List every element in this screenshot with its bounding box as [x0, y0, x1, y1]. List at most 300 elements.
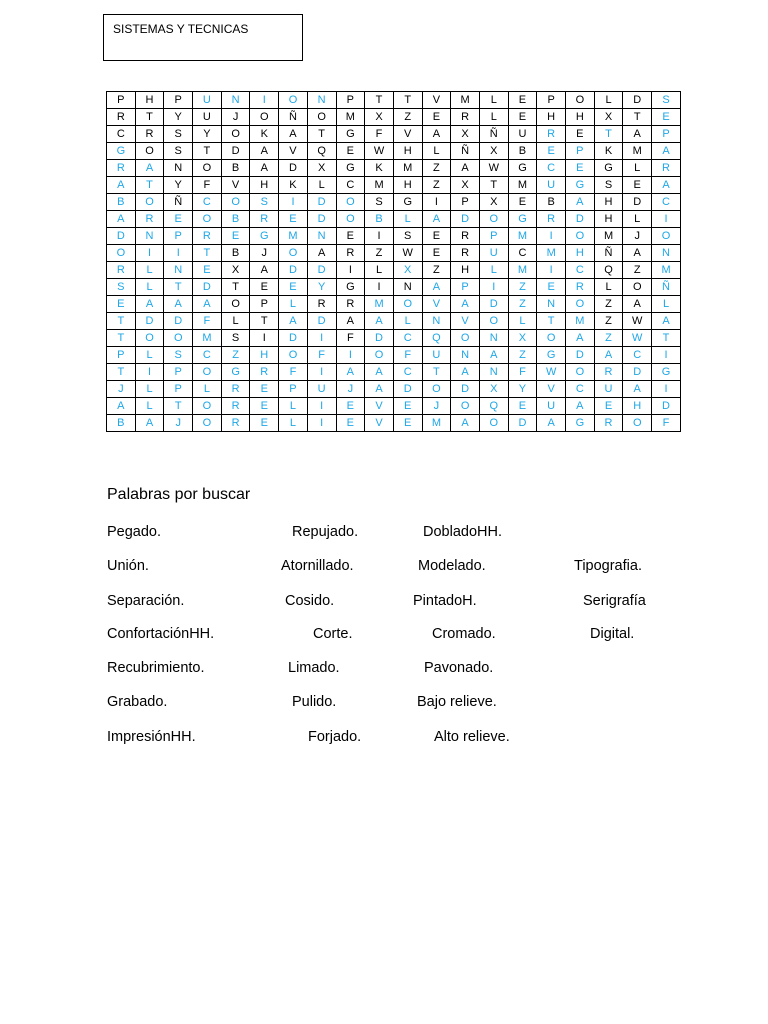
grid-row	[107, 92, 681, 109]
grid-cell: Z	[422, 160, 451, 177]
grid-cell: R	[193, 228, 222, 245]
grid-cell: N	[451, 347, 480, 364]
grid-cell: A	[451, 296, 480, 313]
grid-cell: W	[365, 143, 394, 160]
grid-cell: B	[221, 211, 250, 228]
grid-cell: C	[652, 194, 681, 211]
grid-cell: D	[164, 313, 193, 330]
grid-cell: L	[393, 211, 422, 228]
grid-cell: O	[279, 347, 308, 364]
grid-cell: W	[623, 313, 652, 330]
grid-cell: N	[307, 92, 336, 109]
grid-cell: L	[135, 398, 164, 415]
grid-cell: S	[164, 347, 193, 364]
grid-cell: D	[307, 262, 336, 279]
grid-cell: I	[307, 330, 336, 347]
grid-cell: E	[107, 296, 136, 313]
grid-cell: T	[135, 109, 164, 126]
grid-row	[107, 143, 681, 160]
grid-cell: E	[623, 177, 652, 194]
grid-cell: H	[594, 194, 623, 211]
grid-cell: M	[451, 92, 480, 109]
grid-cell: G	[221, 364, 250, 381]
grid-cell: X	[508, 330, 537, 347]
grid-cell: A	[107, 211, 136, 228]
grid-cell: E	[537, 143, 566, 160]
word-item: Grabado.	[107, 694, 168, 710]
grid-cell: B	[508, 143, 537, 160]
grid-cell: A	[336, 313, 365, 330]
grid-cell: H	[393, 177, 422, 194]
grid-cell: S	[107, 279, 136, 296]
grid-cell: A	[193, 296, 222, 313]
grid-cell: A	[566, 398, 595, 415]
grid-cell: O	[193, 364, 222, 381]
word-item: Atornillado.	[281, 558, 354, 574]
grid-cell: T	[221, 279, 250, 296]
grid-cell: J	[107, 381, 136, 398]
grid-cell: A	[250, 262, 279, 279]
grid-cell: J	[422, 398, 451, 415]
grid-cell: I	[422, 194, 451, 211]
word-item: Serigrafía	[583, 593, 646, 609]
grid-cell: C	[193, 347, 222, 364]
grid-cell: B	[107, 194, 136, 211]
grid-cell: E	[566, 126, 595, 143]
grid-cell: C	[393, 364, 422, 381]
grid-cell: I	[537, 262, 566, 279]
grid-cell: R	[594, 364, 623, 381]
grid-cell: U	[193, 109, 222, 126]
grid-row	[107, 160, 681, 177]
grid-cell: A	[307, 245, 336, 262]
grid-cell: L	[279, 415, 308, 432]
grid-cell: L	[479, 92, 508, 109]
grid-cell: I	[307, 398, 336, 415]
grid-cell: L	[279, 398, 308, 415]
grid-cell: F	[307, 347, 336, 364]
grid-cell: O	[135, 143, 164, 160]
grid-cell: Q	[479, 398, 508, 415]
grid-cell: D	[365, 330, 394, 347]
word-item: Forjado.	[308, 729, 362, 745]
grid-cell: T	[652, 330, 681, 347]
grid-cell: W	[537, 364, 566, 381]
grid-cell: O	[479, 211, 508, 228]
grid-cell: D	[107, 228, 136, 245]
grid-cell: F	[652, 415, 681, 432]
grid-cell: A	[623, 381, 652, 398]
grid-cell: Ñ	[164, 194, 193, 211]
grid-cell: L	[594, 279, 623, 296]
grid-cell: X	[479, 143, 508, 160]
grid-cell: S	[164, 126, 193, 143]
grid-cell: L	[594, 92, 623, 109]
grid-cell: G	[566, 177, 595, 194]
grid-row	[107, 364, 681, 381]
grid-cell: V	[221, 177, 250, 194]
grid-cell: M	[508, 262, 537, 279]
grid-cell: E	[393, 398, 422, 415]
grid-cell: B	[107, 415, 136, 432]
grid-cell: D	[566, 211, 595, 228]
grid-cell: A	[250, 143, 279, 160]
grid-cell: T	[250, 313, 279, 330]
grid-cell: G	[336, 160, 365, 177]
grid-cell: Y	[508, 381, 537, 398]
grid-cell: L	[623, 160, 652, 177]
grid-cell: A	[365, 381, 394, 398]
grid-cell: R	[221, 415, 250, 432]
grid-cell: L	[479, 109, 508, 126]
grid-cell: N	[135, 228, 164, 245]
page-title: SISTEMAS Y TECNICAS	[113, 22, 249, 36]
grid-cell: D	[393, 381, 422, 398]
grid-cell: U	[193, 92, 222, 109]
grid-cell: R	[250, 211, 279, 228]
grid-cell: O	[566, 228, 595, 245]
grid-cell: E	[393, 415, 422, 432]
grid-cell: E	[508, 398, 537, 415]
grid-cell: X	[451, 177, 480, 194]
grid-cell: P	[451, 194, 480, 211]
grid-cell: Z	[422, 262, 451, 279]
grid-cell: E	[508, 92, 537, 109]
grid-cell: P	[566, 143, 595, 160]
grid-cell: N	[479, 364, 508, 381]
grid-cell: A	[652, 313, 681, 330]
grid-cell: L	[393, 313, 422, 330]
grid-cell: X	[221, 262, 250, 279]
grid-cell: T	[393, 92, 422, 109]
grid-cell: X	[479, 381, 508, 398]
grid-cell: G	[508, 211, 537, 228]
grid-cell: O	[135, 194, 164, 211]
grid-cell: D	[221, 143, 250, 160]
grid-cell: Q	[307, 143, 336, 160]
grid-cell: D	[307, 313, 336, 330]
grid-cell: R	[135, 211, 164, 228]
grid-cell: A	[479, 347, 508, 364]
grid-cell: B	[221, 245, 250, 262]
grid-cell: P	[164, 381, 193, 398]
grid-cell: T	[107, 364, 136, 381]
grid-cell: G	[250, 228, 279, 245]
grid-cell: G	[107, 143, 136, 160]
grid-cell: A	[422, 211, 451, 228]
grid-cell: P	[107, 347, 136, 364]
grid-cell: V	[365, 398, 394, 415]
grid-cell: O	[451, 330, 480, 347]
grid-cell: G	[336, 126, 365, 143]
grid-cell: T	[164, 279, 193, 296]
grid-cell: Ñ	[652, 279, 681, 296]
grid-cell: I	[307, 415, 336, 432]
grid-cell: L	[135, 279, 164, 296]
grid-cell: O	[566, 364, 595, 381]
grid-cell: R	[652, 160, 681, 177]
grid-cell: E	[508, 109, 537, 126]
grid-cell: L	[135, 262, 164, 279]
grid-cell: E	[279, 211, 308, 228]
grid-row	[107, 381, 681, 398]
grid-cell: Y	[307, 279, 336, 296]
word-item: Bajo relieve.	[417, 694, 497, 710]
grid-cell: Y	[164, 177, 193, 194]
grid-cell: D	[623, 364, 652, 381]
grid-cell: R	[451, 109, 480, 126]
grid-cell: S	[365, 194, 394, 211]
grid-cell: P	[652, 126, 681, 143]
word-list-title: Palabras por buscar	[107, 486, 251, 503]
grid-cell: U	[508, 126, 537, 143]
grid-cell: O	[279, 245, 308, 262]
grid-cell: N	[221, 92, 250, 109]
grid-cell: K	[250, 126, 279, 143]
grid-cell: Ñ	[279, 109, 308, 126]
grid-cell: E	[566, 160, 595, 177]
grid-cell: F	[193, 313, 222, 330]
grid-cell: T	[537, 313, 566, 330]
grid-cell: Z	[422, 177, 451, 194]
grid-cell: P	[164, 228, 193, 245]
grid-cell: P	[336, 92, 365, 109]
grid-cell: P	[537, 92, 566, 109]
grid-cell: F	[279, 364, 308, 381]
grid-cell: I	[365, 228, 394, 245]
word-item: Cromado.	[432, 626, 496, 642]
grid-cell: C	[566, 262, 595, 279]
grid-cell: L	[422, 143, 451, 160]
grid-cell: Z	[508, 296, 537, 313]
grid-cell: R	[135, 126, 164, 143]
grid-cell: D	[479, 296, 508, 313]
grid-cell: L	[135, 347, 164, 364]
grid-cell: M	[193, 330, 222, 347]
grid-cell: U	[537, 398, 566, 415]
grid-cell: I	[652, 381, 681, 398]
grid-row	[107, 109, 681, 126]
grid-row	[107, 126, 681, 143]
grid-cell: O	[279, 92, 308, 109]
grid-cell: A	[422, 279, 451, 296]
grid-cell: O	[221, 296, 250, 313]
grid-cell: E	[193, 262, 222, 279]
grid-cell: C	[107, 126, 136, 143]
grid-cell: C	[537, 160, 566, 177]
grid-cell: I	[336, 262, 365, 279]
grid-cell: I	[164, 245, 193, 262]
grid-cell: B	[537, 194, 566, 211]
grid-cell: E	[250, 381, 279, 398]
grid-cell: C	[566, 381, 595, 398]
grid-cell: R	[451, 228, 480, 245]
word-item: Pulido.	[292, 694, 337, 710]
grid-cell: U	[422, 347, 451, 364]
word-item: Pegado.	[107, 524, 162, 540]
grid-row	[107, 194, 681, 211]
grid-cell: H	[594, 211, 623, 228]
grid-row	[107, 177, 681, 194]
grid-cell: I	[365, 279, 394, 296]
grid-cell: R	[336, 245, 365, 262]
grid-cell: N	[164, 262, 193, 279]
grid-cell: A	[365, 364, 394, 381]
grid-cell: T	[193, 143, 222, 160]
word-search-grid	[106, 91, 681, 432]
grid-cell: M	[336, 109, 365, 126]
grid-cell: A	[451, 364, 480, 381]
grid-cell: O	[221, 126, 250, 143]
grid-cell: N	[422, 313, 451, 330]
grid-cell: O	[566, 92, 595, 109]
grid-cell: E	[336, 415, 365, 432]
grid-cell: M	[365, 296, 394, 313]
grid-row	[107, 279, 681, 296]
grid-cell: O	[193, 211, 222, 228]
word-item: ConfortaciónHH.	[107, 626, 215, 642]
grid-cell: Z	[393, 109, 422, 126]
grid-cell: D	[307, 194, 336, 211]
grid-cell: Z	[508, 347, 537, 364]
grid-cell: L	[508, 313, 537, 330]
grid-cell: I	[652, 211, 681, 228]
word-item: Pavonado.	[424, 660, 494, 676]
word-item: Limado.	[288, 660, 340, 676]
grid-cell: R	[107, 109, 136, 126]
title-box	[103, 14, 303, 61]
grid-cell: G	[508, 160, 537, 177]
grid-cell: O	[193, 160, 222, 177]
grid-cell: E	[336, 398, 365, 415]
grid-cell: R	[221, 398, 250, 415]
grid-cell: F	[393, 347, 422, 364]
grid-cell: H	[623, 398, 652, 415]
grid-cell: F	[508, 364, 537, 381]
grid-cell: X	[393, 262, 422, 279]
grid-cell: D	[193, 279, 222, 296]
grid-cell: M	[537, 245, 566, 262]
grid-cell: U	[307, 381, 336, 398]
grid-cell: O	[336, 194, 365, 211]
grid-cell: L	[193, 381, 222, 398]
grid-cell: R	[307, 296, 336, 313]
grid-cell: E	[250, 279, 279, 296]
grid-cell: G	[566, 415, 595, 432]
grid-cell: X	[365, 109, 394, 126]
grid-cell: H	[566, 245, 595, 262]
grid-cell: L	[623, 211, 652, 228]
grid-cell: E	[422, 245, 451, 262]
grid-cell: P	[164, 364, 193, 381]
grid-cell: O	[250, 109, 279, 126]
word-item: Cosido.	[285, 593, 335, 609]
grid-cell: O	[652, 228, 681, 245]
grid-cell: D	[307, 211, 336, 228]
grid-cell: Y	[164, 109, 193, 126]
grid-cell: A	[623, 296, 652, 313]
grid-cell: A	[336, 364, 365, 381]
grid-cell: Z	[594, 296, 623, 313]
word-item: Digital.	[590, 626, 635, 642]
grid-cell: U	[479, 245, 508, 262]
grid-cell: A	[279, 126, 308, 143]
word-item: Separación.	[107, 593, 185, 609]
grid-cell: C	[336, 177, 365, 194]
grid-cell: H	[451, 262, 480, 279]
grid-cell: D	[623, 92, 652, 109]
grid-cell: N	[537, 296, 566, 313]
grid-cell: M	[365, 177, 394, 194]
grid-cell: X	[307, 160, 336, 177]
grid-cell: J	[623, 228, 652, 245]
grid-cell: T	[479, 177, 508, 194]
grid-cell: I	[307, 364, 336, 381]
grid-cell: P	[279, 381, 308, 398]
grid-cell: I	[250, 330, 279, 347]
grid-cell: A	[594, 347, 623, 364]
grid-cell: O	[221, 194, 250, 211]
grid-cell: R	[537, 126, 566, 143]
grid-cell: U	[594, 381, 623, 398]
grid-cell: A	[623, 126, 652, 143]
grid-cell: M	[508, 177, 537, 194]
grid-cell: E	[250, 415, 279, 432]
word-item: Tipografia.	[574, 558, 642, 574]
grid-cell: I	[135, 364, 164, 381]
grid-cell: A	[279, 313, 308, 330]
grid-cell: Ñ	[451, 143, 480, 160]
grid-row	[107, 228, 681, 245]
grid-cell: X	[594, 109, 623, 126]
grid-cell: O	[107, 245, 136, 262]
grid-cell: F	[336, 330, 365, 347]
grid-cell: W	[393, 245, 422, 262]
word-item: ImpresiónHH.	[107, 729, 196, 745]
grid-cell: P	[451, 279, 480, 296]
grid-cell: D	[451, 381, 480, 398]
grid-cell: S	[594, 177, 623, 194]
grid-row	[107, 313, 681, 330]
grid-cell: L	[652, 296, 681, 313]
grid-cell: O	[566, 296, 595, 313]
grid-cell: T	[107, 313, 136, 330]
grid-cell: Z	[508, 279, 537, 296]
grid-cell: G	[336, 279, 365, 296]
grid-cell: O	[623, 415, 652, 432]
grid-cell: V	[451, 313, 480, 330]
word-item: Recubrimiento.	[107, 660, 205, 676]
grid-cell: Q	[594, 262, 623, 279]
grid-cell: C	[193, 194, 222, 211]
grid-cell: O	[623, 279, 652, 296]
grid-cell: E	[594, 398, 623, 415]
grid-cell: D	[566, 347, 595, 364]
grid-cell: E	[221, 228, 250, 245]
word-item: PintadoH.	[413, 593, 477, 609]
grid-cell: N	[393, 279, 422, 296]
grid-cell: E	[336, 143, 365, 160]
grid-cell: I	[279, 194, 308, 211]
grid-cell: R	[107, 160, 136, 177]
grid-cell: F	[365, 126, 394, 143]
grid-cell: Z	[594, 330, 623, 347]
grid-cell: I	[135, 245, 164, 262]
grid-row	[107, 415, 681, 432]
grid-cell: R	[336, 296, 365, 313]
grid-cell: S	[164, 143, 193, 160]
grid-cell: O	[193, 398, 222, 415]
